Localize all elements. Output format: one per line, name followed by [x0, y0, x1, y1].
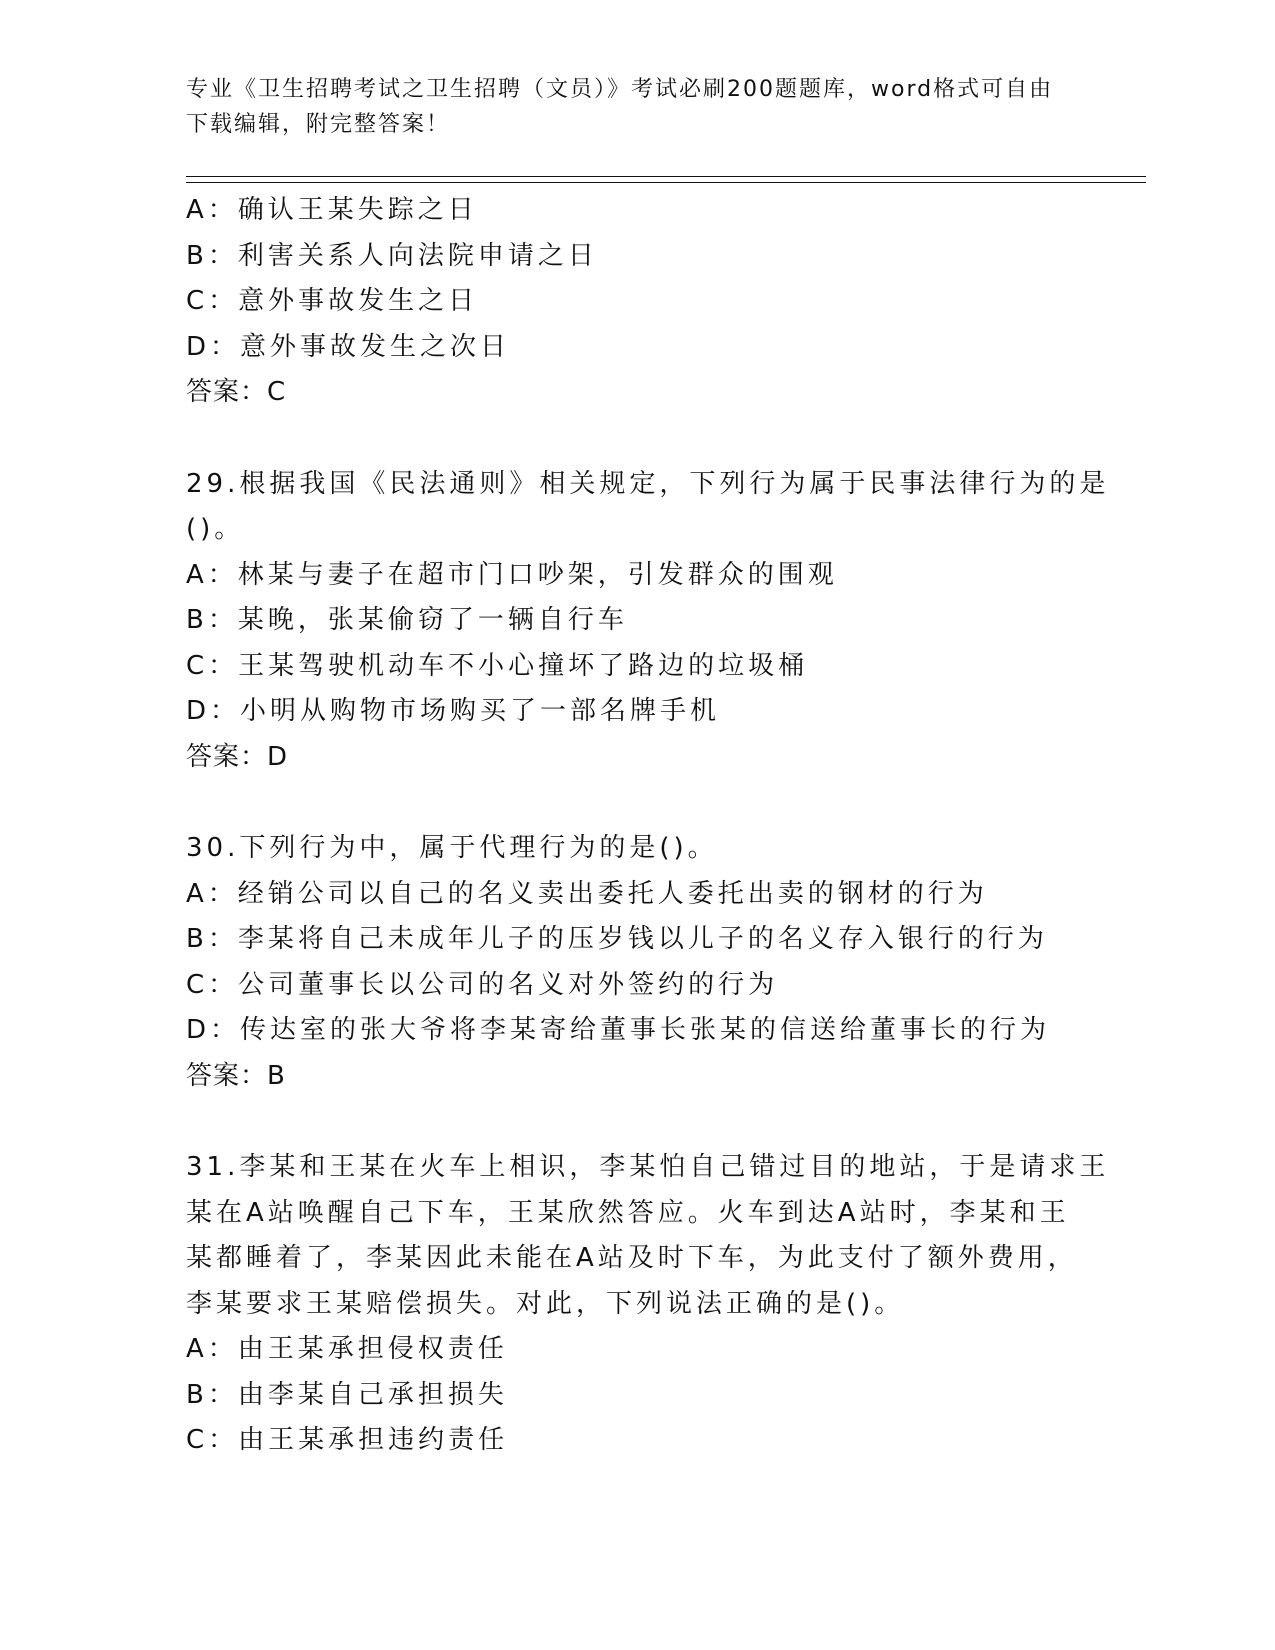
option-a: A：由王某承担侵权责任	[186, 1334, 508, 1364]
question-stem: 30.下列行为中，属于代理行为的是()。	[186, 833, 718, 863]
header-divider-top	[186, 176, 1146, 177]
answer: 答案：C	[186, 377, 287, 407]
option-d: D：小明从购物市场购买了一部名牌手机	[186, 696, 721, 726]
option-a: A：经销公司以自己的名义卖出委托人委托出卖的钢材的行为	[186, 878, 988, 909]
option-c: C：王某驾驶机动车不小心撞坏了路边的垃圾桶	[186, 650, 809, 681]
option-c: C：公司董事长以公司的名义对外签约的行为	[186, 969, 779, 1000]
question-stem: 29.根据我国《民法通则》相关规定，下列行为属于民事法律行为的是	[186, 468, 1110, 499]
question-stem-line-2: 某在A站唤醒自己下车，王某欣然答应。火车到达A站时，李某和王	[186, 1197, 1070, 1228]
option-b: B：由李某自己承担损失	[186, 1379, 508, 1410]
option-c: C：意外事故发生之日	[186, 286, 479, 316]
option-b: B：李某将自己未成年儿子的压岁钱以儿子的名义存入银行的行为	[186, 924, 1048, 954]
option-a: A：确认王某失踪之日	[186, 195, 478, 225]
question-list	[186, 188, 1110, 1464]
answer: 答案：D	[186, 741, 289, 772]
document-header: 专业《卫生招聘考试之卫生招聘（文员）》考试必刷200题题库，word格式可自由下载编辑，附完整答案！	[186, 77, 1054, 137]
option-b: B：某晚，张某偷窃了一辆自行车	[186, 605, 628, 635]
option-d: D：意外事故发生之次日	[186, 331, 511, 362]
question-stem-line-1: 31.李某和王某在火车上相识，李某怕自己错过目的地站，于是请求王	[186, 1152, 1110, 1182]
question-28-tail	[186, 188, 1086, 416]
question-31	[186, 1145, 1110, 1464]
answer: 答案：B	[186, 1060, 286, 1091]
option-d: D：传达室的张大爷将李某寄给董事长张某的信送给董事长的行为	[186, 1015, 1051, 1045]
question-stem-line-3: 某都睡着了，李某因此未能在A站及时下车，为此支付了额外费用，	[186, 1243, 1078, 1273]
option-a: A：林某与妻子在超市门口吵架，引发群众的围观	[186, 559, 838, 590]
question-stem-line-4: 李某要求王某赔偿损失。对此，下列说法正确的是()。	[186, 1288, 905, 1319]
question-30	[186, 826, 1086, 1099]
option-c: C：由王某承担违约责任	[186, 1425, 509, 1455]
header-divider-bottom	[186, 182, 1146, 183]
question-29	[186, 462, 1110, 781]
option-b: B：利害关系人向法院申请之日	[186, 240, 598, 271]
question-stem-continued: ()。	[186, 514, 245, 544]
